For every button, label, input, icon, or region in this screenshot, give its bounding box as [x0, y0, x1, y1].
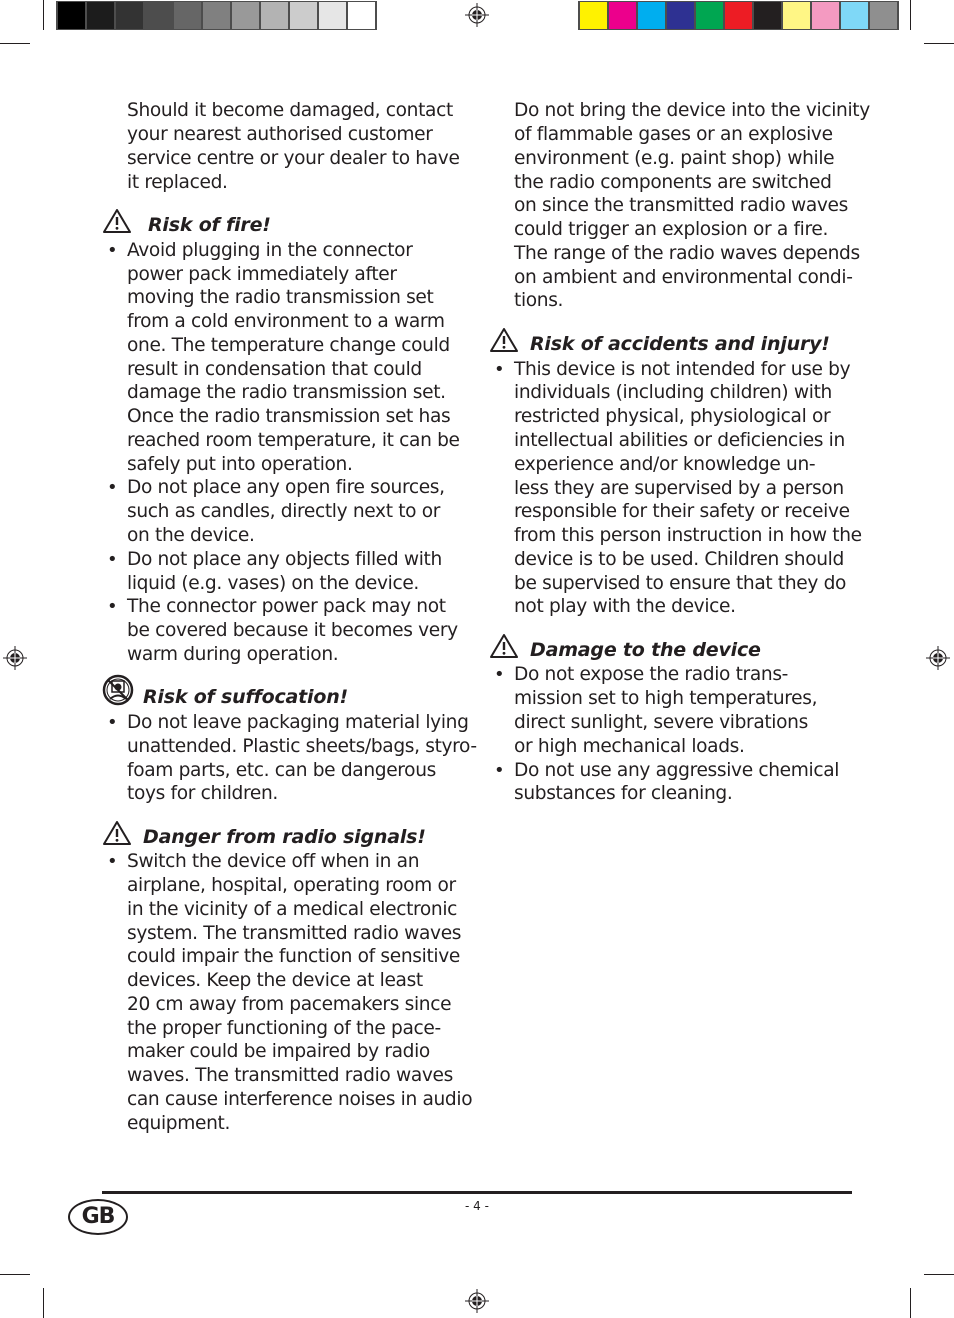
color-swatch [696, 2, 723, 29]
bullet-text-line: substances for cleaning. [514, 783, 733, 804]
bullet-text-line: reached room temperature, it can be [127, 430, 460, 451]
bullet-text-line: or high mechanical loads. [514, 736, 745, 757]
bullet-text-line: Do not leave packaging material lying [127, 712, 469, 733]
bullet-text-line: the proper functioning of the pace- [127, 1018, 441, 1039]
bullet-text-line: warm during operation. [127, 644, 339, 665]
intro-text-line: on ambient and environmental condi- [514, 267, 853, 288]
intro-text-line: Should it become damaged, contact [127, 100, 453, 121]
suffocation-warning-icon [102, 674, 134, 706]
registration-mark-icon [465, 3, 489, 27]
bullet-text-line: be covered because it becomes very [127, 620, 458, 641]
crop-mark [910, 0, 911, 30]
intro-text-line: your nearest authorised customer [127, 124, 433, 145]
intro-text-line: on since the transmitted radio waves [514, 195, 848, 216]
bullet-text-line: experience and/or knowledge un- [514, 454, 816, 475]
registration-mark-icon [465, 1289, 489, 1313]
bullet-glyph: • [494, 760, 505, 781]
color-swatch [609, 2, 636, 29]
gray-swatch [261, 2, 288, 29]
grayscale-calibration-bar [56, 1, 377, 30]
bullet-text-line: direct sunlight, severe vibrations [514, 712, 808, 733]
gray-swatch [290, 2, 317, 29]
color-swatch [667, 2, 694, 29]
bullet-text-line: from a cold environment to a warm [127, 311, 445, 332]
bullet-text-line: power pack immediately after [127, 264, 397, 285]
crop-mark [910, 1288, 911, 1318]
bullet-text-line: restricted physical, physiological or [514, 406, 831, 427]
bullet-text-line: system. The transmitted radio waves [127, 923, 462, 944]
crop-mark [924, 1274, 954, 1275]
bullet-text-line: mission set to high temperatures, [514, 688, 818, 709]
bullet-glyph: • [494, 359, 505, 380]
bullet-text-line: result in condensation that could [127, 359, 422, 380]
color-swatch [783, 2, 810, 29]
section-title-risk-of-accidents-and-injury: Risk of accidents and injury! [530, 333, 830, 355]
section-title-risk-of-fire: Risk of fire! [148, 214, 271, 236]
bullet-text-line: individuals (including children) with [514, 382, 832, 403]
color-swatch [580, 2, 607, 29]
bullet-glyph: • [107, 477, 118, 498]
bullet-text-line: Do not use any aggressive chemical [514, 760, 840, 781]
gray-swatch [348, 2, 375, 29]
registration-mark-icon [926, 646, 950, 670]
bullet-text-line: This device is not intended for use by [514, 359, 851, 380]
bullet-text-line: not play with the device. [514, 596, 736, 617]
bullet-text-line: intellectual abilities or deficiencies in [514, 430, 845, 451]
bullet-text-line: less they are supervised by a person [514, 478, 844, 499]
crop-mark [43, 1288, 44, 1318]
intro-text-line: tions. [514, 290, 564, 311]
bullet-glyph: • [494, 664, 505, 685]
warning-triangle-icon [489, 327, 519, 353]
bullet-text-line: Avoid plugging in the connector [127, 240, 413, 261]
color-calibration-bar [578, 1, 899, 30]
gray-swatch [145, 2, 172, 29]
bullet-glyph: • [107, 549, 118, 570]
bullet-text-line: damage the radio transmission set. [127, 382, 446, 403]
gray-swatch [116, 2, 143, 29]
bullet-text-line: safely put into operation. [127, 454, 353, 475]
country-badge: GB [68, 1199, 128, 1235]
crop-mark [43, 0, 44, 30]
bullet-text-line: Do not place any open fire sources, [127, 477, 445, 498]
bullet-glyph: • [107, 596, 118, 617]
bullet-text-line: can cause interference noises in audio [127, 1089, 473, 1110]
bullet-glyph: • [107, 851, 118, 872]
color-swatch [754, 2, 781, 29]
intro-text-line: it replaced. [127, 172, 228, 193]
bullet-text-line: airplane, hospital, operating room or [127, 875, 456, 896]
bullet-text-line: equipment. [127, 1113, 231, 1134]
intro-text-line: environment (e.g. paint shop) while [514, 148, 835, 169]
color-swatch [812, 2, 839, 29]
bullet-text-line: one. The temperature change could [127, 335, 450, 356]
section-title-damage-to-the-device: Damage to the device [530, 639, 761, 661]
crop-mark [0, 43, 30, 44]
intro-text-line: service centre or your dealer to have [127, 148, 460, 169]
bullet-text-line: waves. The transmitted radio waves [127, 1065, 453, 1086]
bullet-text-line: Once the radio transmission set has [127, 406, 451, 427]
color-swatch [841, 2, 868, 29]
gray-swatch [87, 2, 114, 29]
bullet-text-line: maker could be impaired by radio [127, 1041, 430, 1062]
bullet-text-line: device is to be used. Children should [514, 549, 844, 570]
section-title-danger-from-radio-signals: Danger from radio signals! [143, 826, 426, 848]
intro-text-line: the radio components are switched [514, 172, 832, 193]
bullet-text-line: devices. Keep the device at least [127, 970, 423, 991]
bullet-text-line: such as candles, directly next to or [127, 501, 441, 522]
color-swatch [870, 2, 897, 29]
bullet-text-line: unattended. Plastic sheets/bags, styro- [127, 736, 477, 757]
bullet-glyph: • [107, 240, 118, 261]
bullet-text-line: foam parts, etc. can be dangerous [127, 760, 436, 781]
registration-mark-icon [3, 646, 27, 670]
bullet-text-line: The connector power pack may not [127, 596, 446, 617]
warning-triangle-icon [102, 820, 132, 846]
footer-rule [102, 1191, 852, 1194]
color-swatch [638, 2, 665, 29]
crop-mark [0, 1274, 30, 1275]
bullet-text-line: Switch the device off when in an [127, 851, 420, 872]
bullet-text-line: be supervised to ensure that they do [514, 573, 847, 594]
intro-text-line: could trigger an explosion or a fire. [514, 219, 829, 240]
bullet-text-line: 20 cm away from pacemakers since [127, 994, 452, 1015]
intro-text-line: The range of the radio waves depends [514, 243, 860, 264]
bullet-text-line: responsible for their safety or receive [514, 501, 850, 522]
intro-text-line: Do not bring the device into the vicinity [514, 100, 870, 121]
bullet-text-line: liquid (e.g. vases) on the device. [127, 573, 419, 594]
color-swatch [725, 2, 752, 29]
crop-mark [924, 43, 954, 44]
page-number: - 4 - [465, 1199, 489, 1213]
bullet-glyph: • [107, 712, 118, 733]
gray-swatch [58, 2, 85, 29]
bullet-text-line: could impair the function of sensitive [127, 946, 460, 967]
warning-triangle-icon [489, 633, 519, 659]
bullet-text-line: on the device. [127, 525, 255, 546]
gray-swatch [232, 2, 259, 29]
bullet-text-line: from this person instruction in how the [514, 525, 862, 546]
bullet-text-line: Do not place any objects filled with [127, 549, 442, 570]
bullet-text-line: moving the radio transmission set [127, 287, 434, 308]
intro-text-line: of flammable gases or an explosive [514, 124, 833, 145]
warning-triangle-icon [102, 208, 132, 234]
section-title-risk-of-suffocation: Risk of suffocation! [143, 686, 348, 708]
gray-swatch [203, 2, 230, 29]
bullet-text-line: Do not expose the radio trans- [514, 664, 789, 685]
gray-swatch [319, 2, 346, 29]
bullet-text-line: toys for children. [127, 783, 278, 804]
gray-swatch [174, 2, 201, 29]
bullet-text-line: in the vicinity of a medical electronic [127, 899, 458, 920]
